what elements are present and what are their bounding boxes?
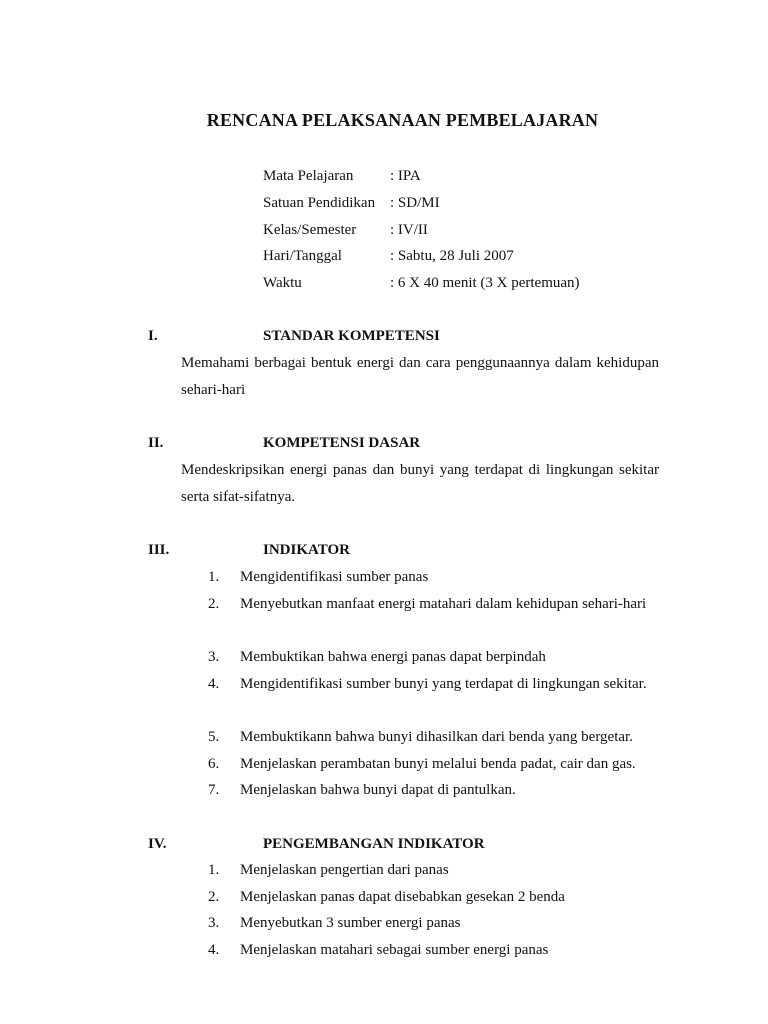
list-item	[181, 671, 659, 698]
list-item-text: Mengidentifikasi sumber bunyi yang terdapat di lingkungan sekitar.	[240, 676, 647, 692]
info-value: : SD/MI	[390, 195, 440, 211]
list-item-number: 2.	[208, 596, 220, 612]
section-number: III.	[148, 542, 170, 558]
list-item-number: 1.	[208, 862, 220, 878]
info-value: : IPA	[390, 168, 421, 184]
list-item-number: 4.	[208, 676, 220, 692]
info-value: : IV/II	[390, 222, 428, 238]
info-label: Waktu	[263, 275, 302, 291]
list-item-text: Menyebutkan 3 sumber energi panas	[240, 915, 461, 931]
section-paragraph: Mendeskripsikan energi panas dan bunyi yang terdapat di lingkungan sekitar serta sifat-sifatnya.	[181, 462, 659, 505]
list-item-number: 3.	[208, 649, 220, 665]
list-item-number: 7.	[208, 782, 220, 798]
section-title-standar-kompetensi: STANDAR KOMPETENSI	[263, 328, 440, 344]
list-item-text: Mengidentifikasi sumber panas	[240, 569, 429, 585]
list-item-text: Menjelaskan panas dapat disebabkan gesekan 2 benda	[240, 889, 565, 905]
list-item-number: 1.	[208, 569, 220, 585]
section-number: II.	[148, 435, 164, 451]
list-item-number: 6.	[208, 756, 220, 772]
section-number: I.	[148, 328, 158, 344]
info-label: Hari/Tanggal	[263, 248, 342, 264]
list-item-text: Menjelaskan matahari sebagai sumber energi panas	[240, 942, 549, 958]
list-item-number: 4.	[208, 942, 220, 958]
list-item-text: Membuktikan bahwa energi panas dapat berpindah	[240, 649, 546, 665]
list-item-text: Menjelaskan bahwa bunyi dapat di pantulkan.	[240, 782, 516, 798]
list-item-text: Menyebutkan manfaat energi matahari dalam kehidupan sehari-hari	[240, 596, 647, 612]
info-value: : Sabtu, 28 Juli 2007	[390, 248, 514, 264]
list-item-number: 5.	[208, 729, 220, 745]
section-number: IV.	[148, 836, 167, 852]
info-label: Mata Pelajaran	[263, 168, 354, 184]
list-item	[181, 591, 659, 618]
section-title-kompetensi-dasar: KOMPETENSI DASAR	[263, 435, 421, 451]
info-value: : 6 X 40 menit (3 X pertemuan)	[390, 275, 580, 291]
list-item-number: 3.	[208, 915, 220, 931]
list-item-text: Menjelaskan perambatan bunyi melalui benda padat, cair dan gas.	[240, 756, 636, 772]
list-item-text: Menjelaskan pengertian dari panas	[240, 862, 449, 878]
info-label: Kelas/Semester	[263, 222, 357, 238]
section-title-pengembangan-indikator: PENGEMBANGAN INDIKATOR	[263, 836, 485, 852]
section-title-indikator: INDIKATOR	[263, 542, 350, 558]
section-paragraph: Memahami berbagai bentuk energi dan cara penggunaannya dalam kehidupan sehari-hari	[181, 355, 659, 398]
list-item-text: Membuktikann bahwa bunyi dihasilkan dari benda yang bergetar.	[240, 729, 633, 745]
list-item-number: 2.	[208, 889, 220, 905]
info-label: Satuan Pendidikan	[263, 195, 376, 211]
document-title: RENCANA PELAKSANAAN PEMBELAJARAN	[206, 110, 599, 130]
